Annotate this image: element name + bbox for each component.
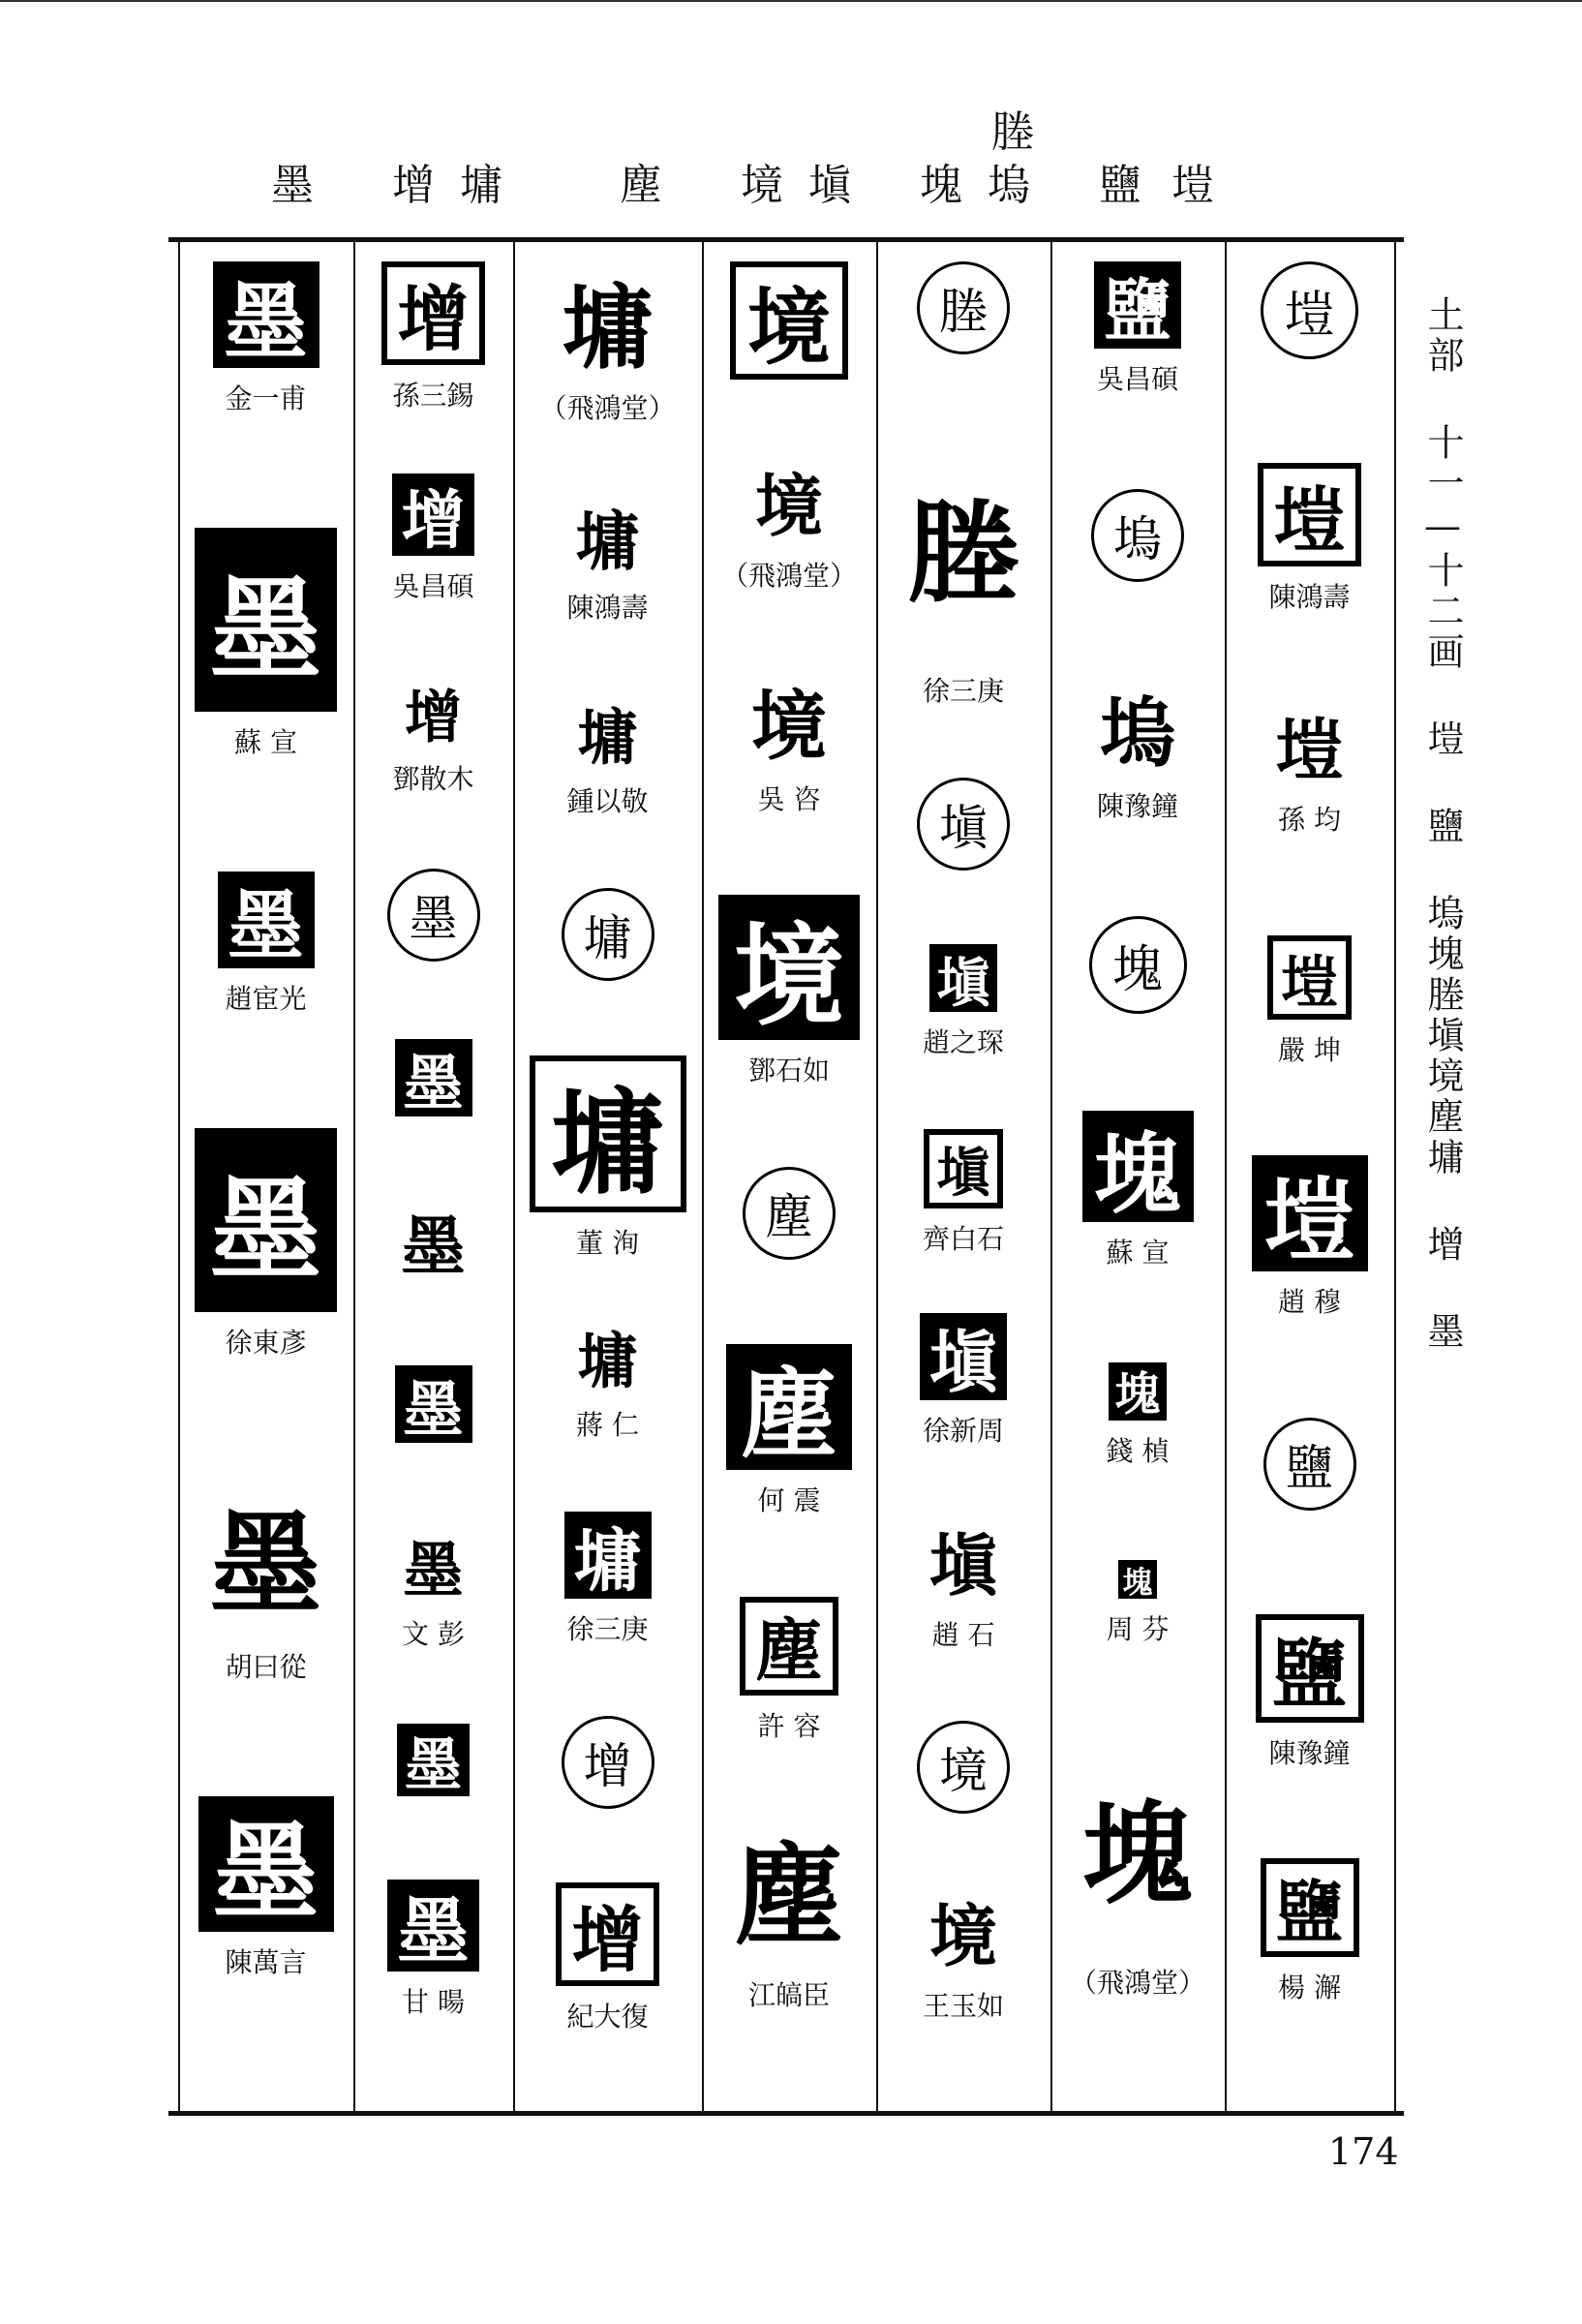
carver-name: 江皜臣: [747, 1979, 830, 2012]
seal-entry: [704, 672, 874, 835]
seal-impression: 塊: [1081, 1789, 1193, 1919]
seal-column: [1052, 248, 1223, 2102]
seal-impression: 墨: [387, 1880, 479, 1972]
seal-entry: [1052, 1111, 1223, 1288]
carver-name: 周 芬: [1106, 1613, 1170, 1645]
seal-impression: 墉: [575, 503, 640, 579]
carver-name: 蔣 仁: [576, 1409, 639, 1442]
carver-name: 徐三庚: [922, 675, 1004, 708]
seal-entry: [1052, 916, 1223, 1024]
header-extra-char: 塍: [991, 107, 1034, 157]
seal-impression: 境: [929, 1896, 997, 1977]
seal-impression: 境: [755, 466, 823, 547]
carver-name: 陳萬言: [225, 1946, 307, 1978]
seal-entry: [355, 1039, 511, 1126]
seal-entry: [704, 895, 874, 1106]
header-char: 墨: [271, 161, 314, 210]
seal-entry: [180, 872, 351, 1034]
seal-entry: [878, 1313, 1049, 1466]
seal-entry: [355, 1526, 511, 1669]
seal-impression: 鹽: [1261, 1858, 1359, 1957]
header-char: 境: [741, 161, 783, 210]
seal-impression: 塍: [907, 488, 1019, 619]
carver-name: 齊白石: [922, 1222, 1004, 1255]
seal-entry: [355, 1880, 511, 2037]
seal-entry: [355, 1724, 511, 1806]
carver-name: 鄧散木: [392, 763, 474, 795]
seal-entry: [878, 1517, 1049, 1670]
seal-impression: 塡: [924, 1129, 1003, 1208]
seal-impression: 塊: [1118, 1560, 1157, 1599]
seal-impression: 塊: [1089, 916, 1187, 1014]
header-char: 塵: [620, 161, 662, 210]
seal-entry: [1227, 1155, 1392, 1337]
carver-name: 鍾以敬: [566, 785, 649, 818]
seal-column: [878, 248, 1049, 2102]
carver-name: 許 容: [757, 1709, 821, 1742]
carver-name: 吳昌碩: [1096, 363, 1178, 395]
seal-impression: 墨: [395, 1039, 472, 1116]
seal-entry: [1052, 261, 1223, 414]
seal-entry: [1227, 261, 1392, 369]
seal-entry: [704, 1344, 874, 1536]
seal-entry: [878, 778, 1049, 880]
column-divider: [1225, 242, 1227, 2111]
header-char: 塡: [808, 161, 851, 210]
seal-impression: 塏: [1252, 1155, 1368, 1271]
carver-name: 趙之琛: [922, 1026, 1004, 1059]
seal-entry: [878, 261, 1049, 364]
carver-name: 孫 均: [1278, 803, 1341, 836]
seal-impression: 墨: [401, 1208, 466, 1284]
seal-impression: 境: [730, 261, 848, 380]
seal-impression: 塡: [929, 1525, 997, 1606]
seal-impression: 墨: [395, 1365, 472, 1443]
seal-impression: 墉: [530, 1055, 686, 1212]
column-divider: [178, 242, 180, 2111]
seal-impression: 增: [404, 684, 462, 750]
seal-impression: 塵: [733, 1831, 844, 1962]
carver-name: 徐東彥: [225, 1327, 307, 1359]
column-divider: [1394, 242, 1396, 2111]
seal-entry: [515, 261, 700, 443]
seal-entry: [515, 1317, 700, 1460]
seal-impression: 墉: [564, 1512, 652, 1599]
seal-entry: [704, 1810, 874, 2031]
seal-entry: [878, 1888, 1049, 2041]
seal-entry: [1227, 1858, 1392, 2023]
seal-impression: 境: [917, 1721, 1010, 1814]
seal-entry: [878, 1129, 1049, 1274]
seal-impression: 塏: [1258, 463, 1361, 566]
seal-entry: [1227, 463, 1392, 632]
carver-name: 王玉如: [922, 1989, 1004, 2022]
header-char: 鹽: [1099, 161, 1141, 210]
seal-entry: [515, 1055, 700, 1278]
seal-column: [355, 248, 511, 2102]
carver-name: 董 洵: [576, 1226, 639, 1259]
seal-impression: 塡: [929, 944, 997, 1012]
carver-name: 錢 楨: [1106, 1434, 1170, 1467]
seal-impression: 塵: [726, 1344, 852, 1470]
seal-impression: 墉: [577, 701, 638, 773]
seal-impression: 墨: [397, 1724, 470, 1796]
carver-name: 蘇 宣: [234, 726, 297, 758]
seal-entry: [1227, 935, 1392, 1086]
carver-name: 孫三錫: [392, 380, 474, 412]
seal-column: [1227, 248, 1392, 2102]
seal-impression: 墨: [403, 1534, 464, 1605]
seal-entry: [180, 1796, 351, 1998]
seal-entry: [704, 1167, 874, 1269]
seal-impression: 墨: [387, 869, 480, 962]
column-divider: [702, 242, 704, 2111]
seal-impression: 塡: [917, 778, 1010, 871]
carver-name: 甘 暘: [402, 1986, 465, 2018]
seal-impression: 塏: [1261, 261, 1358, 359]
seal-impression: 墨: [209, 1498, 321, 1630]
carver-name: （飛鴻堂）: [720, 559, 857, 592]
seal-impression: 境: [718, 895, 860, 1040]
carver-name: 吳 咨: [757, 782, 821, 815]
seal-entry: [1052, 1560, 1223, 1665]
side-label: 土部 十一—十二画 塏 鹽 塢塊塍塡境塵墉 增 墨: [1421, 295, 1464, 1353]
seal-column: [515, 248, 700, 2102]
header-char: 塢: [988, 161, 1030, 210]
seal-impression: 塢: [1099, 689, 1175, 778]
page-number: 174: [1328, 2130, 1399, 2173]
seal-entry: [878, 428, 1049, 726]
carver-name: 趙 穆: [1278, 1285, 1341, 1318]
seal-impression: 塢: [1091, 489, 1184, 582]
seal-impression: 塵: [743, 1167, 836, 1260]
seal-entry: [515, 1882, 700, 2052]
seal-impression: 塵: [740, 1597, 838, 1696]
seal-entry: [355, 1365, 511, 1452]
carver-name: 胡曰從: [225, 1651, 307, 1683]
header-char: 塏: [1171, 161, 1214, 210]
header-char: 增: [392, 161, 435, 210]
seal-impression: 鹽: [1263, 1418, 1356, 1511]
carver-name: 蘇 宣: [1106, 1237, 1170, 1269]
seal-impression: 墨: [195, 1128, 337, 1312]
header-char: 墉: [460, 161, 502, 210]
seal-entry: [878, 1721, 1049, 1823]
carver-name: 鄧石如: [747, 1055, 830, 1087]
seal-entry: [1052, 679, 1223, 841]
seal-entry: [180, 261, 351, 434]
seal-column: [180, 248, 351, 2102]
column-divider: [1050, 242, 1052, 2111]
seal-entry: [704, 1597, 874, 1761]
carver-name: 趙宦光: [225, 983, 307, 1015]
carver-name: 陳鴻壽: [1268, 581, 1351, 614]
seal-entry: [1052, 489, 1223, 592]
seal-impression: 鹽: [1094, 261, 1181, 349]
seal-entry: [515, 693, 700, 837]
seal-impression: 境: [750, 682, 827, 771]
column-divider: [513, 242, 515, 2111]
seal-entry: [1227, 702, 1392, 855]
seal-column: [704, 248, 874, 2102]
carver-name: 陳豫鐘: [1268, 1737, 1351, 1770]
seal-impression: 鹽: [1256, 1614, 1364, 1723]
seal-entry: [515, 495, 700, 643]
seal-impression: 增: [556, 1882, 659, 1986]
seal-entry: [180, 1472, 351, 1702]
carver-name: 楊 澥: [1278, 1971, 1341, 2003]
seal-impression: 塏: [1275, 710, 1344, 791]
seal-entry: [515, 1716, 700, 1819]
carver-name: 陳豫鐘: [1096, 790, 1178, 822]
seal-entry: [1227, 1614, 1392, 1789]
seal-entry: [355, 474, 511, 622]
seal-entry: [180, 528, 351, 778]
seal-entry: [1227, 1418, 1392, 1520]
seal-impression: 墉: [577, 1325, 638, 1396]
carver-name: （飛鴻堂）: [1069, 1966, 1205, 1999]
carver-name: 徐新周: [922, 1415, 1004, 1448]
seal-impression: 塊: [1082, 1111, 1194, 1222]
seal-impression: 增: [392, 474, 474, 556]
seal-entry: [878, 944, 1049, 1078]
carver-name: 紀大復: [566, 2001, 649, 2034]
seal-impression: 墨: [213, 261, 319, 368]
seal-entry: [355, 869, 511, 971]
column-divider: [876, 242, 878, 2111]
seal-entry: [355, 261, 511, 431]
carver-name: 吳昌碩: [392, 570, 474, 602]
seal-entry: [515, 888, 700, 991]
carver-name: 陳鴻壽: [566, 591, 649, 624]
header-char: 塊: [920, 161, 962, 210]
carver-name: 金一甫: [225, 382, 307, 414]
column-divider: [353, 242, 355, 2111]
seal-impression: 增: [381, 261, 485, 365]
carver-name: 趙 石: [931, 1618, 995, 1651]
seal-impression: 塍: [917, 261, 1010, 354]
seal-impression: 墉: [562, 888, 654, 981]
seal-impression: 墨: [198, 1796, 334, 1932]
carver-name: （飛鴻堂）: [539, 392, 676, 424]
seal-impression: 塡: [920, 1313, 1007, 1400]
carver-name: 文 彭: [402, 1618, 465, 1650]
seal-impression: 墨: [218, 872, 315, 968]
carver-name: 徐三庚: [566, 1613, 649, 1645]
top-rule: [0, 0, 1582, 2]
seal-impression: 增: [562, 1716, 654, 1809]
header-row: [165, 155, 1404, 232]
seal-impression: 墉: [562, 274, 654, 382]
seal-entry: [355, 1200, 511, 1292]
seal-entry: [515, 1512, 700, 1665]
seal-entry: [1052, 1362, 1223, 1486]
seal-impression: 塊: [1109, 1362, 1167, 1421]
seal-impression: 塏: [1267, 935, 1352, 1020]
carver-name: 嚴 坤: [1278, 1034, 1341, 1067]
seal-entry: [180, 1128, 351, 1378]
seal-impression: 墨: [195, 528, 337, 712]
seal-entry: [704, 458, 874, 611]
seal-entry: [355, 676, 511, 814]
seal-entry: [1052, 1739, 1223, 2018]
seal-entry: [704, 261, 874, 389]
carver-name: 何 震: [757, 1483, 821, 1516]
